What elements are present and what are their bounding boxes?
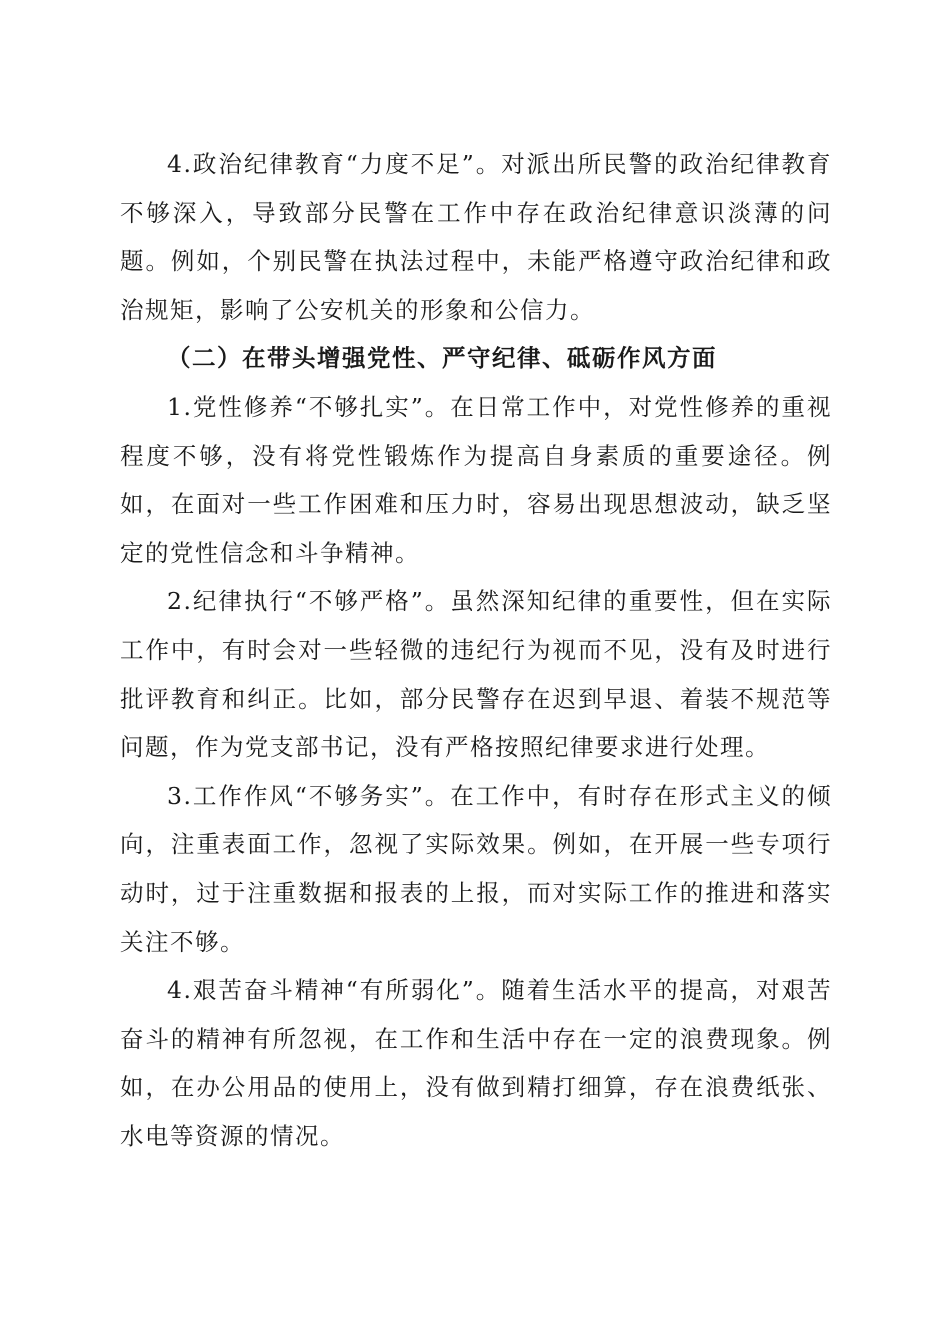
section-heading-party-spirit: （二）在带头增强党性、严守纪律、砥砺作风方面	[167, 344, 717, 373]
paragraph-discipline-enforcement: 2.纪律执行“不够严格”。虽然深知纪律的重要性，但在实际工作中，有时会对一些轻微的违纪行为视而不见，没有及时进行批评教育和纠正。比如，部分民警存在迟到早退、着装不规范等问题，作为党支部书记，没有严格按照纪律要求进行处理。	[120, 587, 832, 762]
paragraph-political-discipline-education: 4.政治纪律教育“力度不足”。对派出所民警的政治纪律教育不够深入，导致部分民警在工作中存在政治纪律意识淡薄的问题。例如，个别民警在执法过程中，未能严格遵守政治纪律和政治规矩，影响了公安机关的形象和公信力。	[120, 150, 832, 324]
document-body	[120, 140, 832, 1160]
paragraph-party-cultivation: 1.党性修养“不够扎实”。在日常工作中，对党性修养的重视程度不够，没有将党性锻炼作为提高自身素质的重要途径。例如，在面对一些工作困难和压力时，容易出现思想波动，缺乏坚定的党性信念和斗争精神。	[120, 392, 832, 567]
paragraph-work-style: 3.工作作风“不够务实”。在工作中，有时存在形式主义的倾向，注重表面工作，忽视了实际效果。例如，在开展一些专项行动时，过于注重数据和报表的上报，而对实际工作的推进和落实关注不够。	[120, 781, 832, 956]
paragraph-hard-work-spirit: 4.艰苦奋斗精神“有所弱化”。随着生活水平的提高，对艰苦奋斗的精神有所忽视，在工作和生活中存在一定的浪费现象。例如，在办公用品的使用上，没有做到精打细算，存在浪费纸张、水电等资源的情况。	[120, 976, 832, 1150]
